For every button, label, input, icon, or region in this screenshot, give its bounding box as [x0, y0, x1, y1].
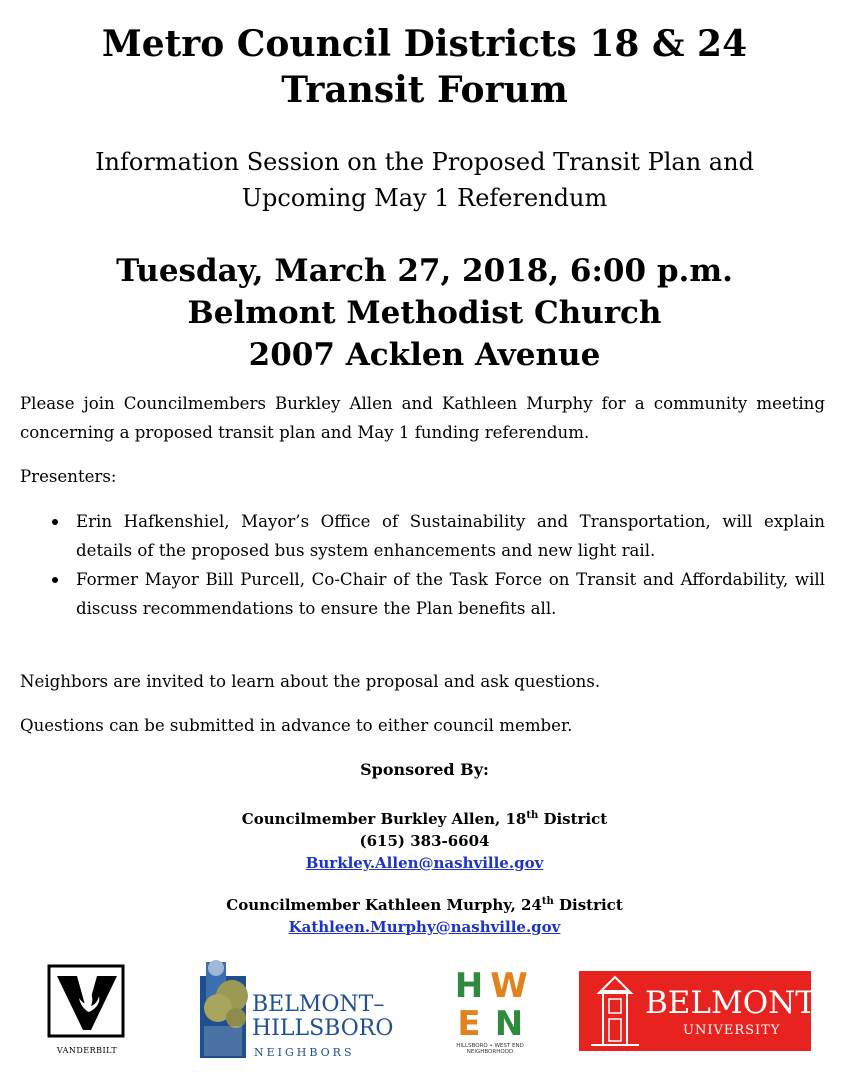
- sponsor-2: [0, 894, 849, 938]
- invite-text: Neighbors are invited to learn about the proposal and ask questions.: [20, 672, 601, 691]
- vanderbilt-v-icon: [47, 964, 127, 1040]
- event-venue: Belmont Methodist Church: [187, 295, 662, 331]
- presenter-item: Erin Hafkenshiel, Mayor’s Office of Sustainability and Transportation, will explain details of the proposed bus system enhancements and new light rail.: [20, 507, 825, 565]
- sponsored-by-heading: Sponsored By:: [360, 760, 489, 779]
- tower-tree-icon: [192, 956, 254, 1060]
- page-title: [0, 23, 849, 111]
- sponsor-1-name: Councilmember Burkley Allen, 18th District: [241, 810, 608, 828]
- belmont-wordmark: BELMONT: [645, 985, 816, 1021]
- bhn-line-2: HILLSBORO: [252, 1016, 394, 1041]
- belmont-university-logo: [579, 971, 816, 1051]
- title-line-2: Transit Forum: [281, 69, 568, 111]
- belmont-university-label: UNIVERSITY: [683, 1023, 781, 1038]
- hwen-logo: [449, 967, 531, 1067]
- questions-text: Questions can be submitted in advance to either council member.: [20, 716, 573, 735]
- title-line-1: Metro Council Districts 18 & 24: [101, 23, 748, 65]
- bhn-line-3: NEIGHBORS: [254, 1046, 355, 1059]
- event-details: [0, 250, 849, 376]
- belmont-tower-icon: [589, 975, 641, 1047]
- sponsor-1: [0, 808, 849, 874]
- event-datetime: Tuesday, March 27, 2018, 6:00 p.m.: [116, 253, 733, 289]
- vanderbilt-wordmark: VANDERBILT: [56, 1046, 118, 1055]
- presenters-list: [20, 507, 825, 623]
- presenter-item: Former Mayor Bill Purcell, Co-Chair of the Task Force on Transit and Affordability, will discuss recommendations to ensure the Plan benefits all.: [20, 565, 825, 623]
- vanderbilt-logo: [47, 964, 127, 1059]
- hwen-letter-e: E: [457, 1004, 481, 1044]
- sponsor-1-email-link[interactable]: Burkley.Allen@nashville.gov: [305, 854, 544, 872]
- hwen-letter-h: H: [454, 966, 484, 1006]
- hwen-caption-2: NEIGHBORHOOD: [466, 1049, 514, 1055]
- sponsor-2-name: Councilmember Kathleen Murphy, 24th District: [226, 896, 623, 914]
- subtitle: [0, 144, 849, 216]
- belmont-hillsboro-neighbors-logo: [192, 956, 394, 1064]
- subtitle-line-2: Upcoming May 1 Referendum: [241, 184, 608, 212]
- presenters-heading: Presenters:: [20, 467, 117, 486]
- event-address: 2007 Acklen Avenue: [248, 337, 601, 373]
- bhn-line-1: BELMONT–: [252, 992, 385, 1017]
- sponsor-2-email-link[interactable]: Kathleen.Murphy@nashville.gov: [288, 918, 561, 936]
- hwen-letter-w: W: [490, 966, 528, 1006]
- sponsor-1-phone: (615) 383-6604: [359, 832, 490, 850]
- subtitle-line-1: Information Session on the Proposed Transit Plan and: [95, 148, 754, 176]
- hwen-letter-n: N: [494, 1004, 524, 1044]
- hwen-caption-1: HILLSBORO • WEST END: [456, 1043, 524, 1049]
- intro-paragraph: Please join Councilmembers Burkley Allen and Kathleen Murphy for a community meeting concerning a proposed transit plan and May 1 funding referendum.: [20, 394, 825, 442]
